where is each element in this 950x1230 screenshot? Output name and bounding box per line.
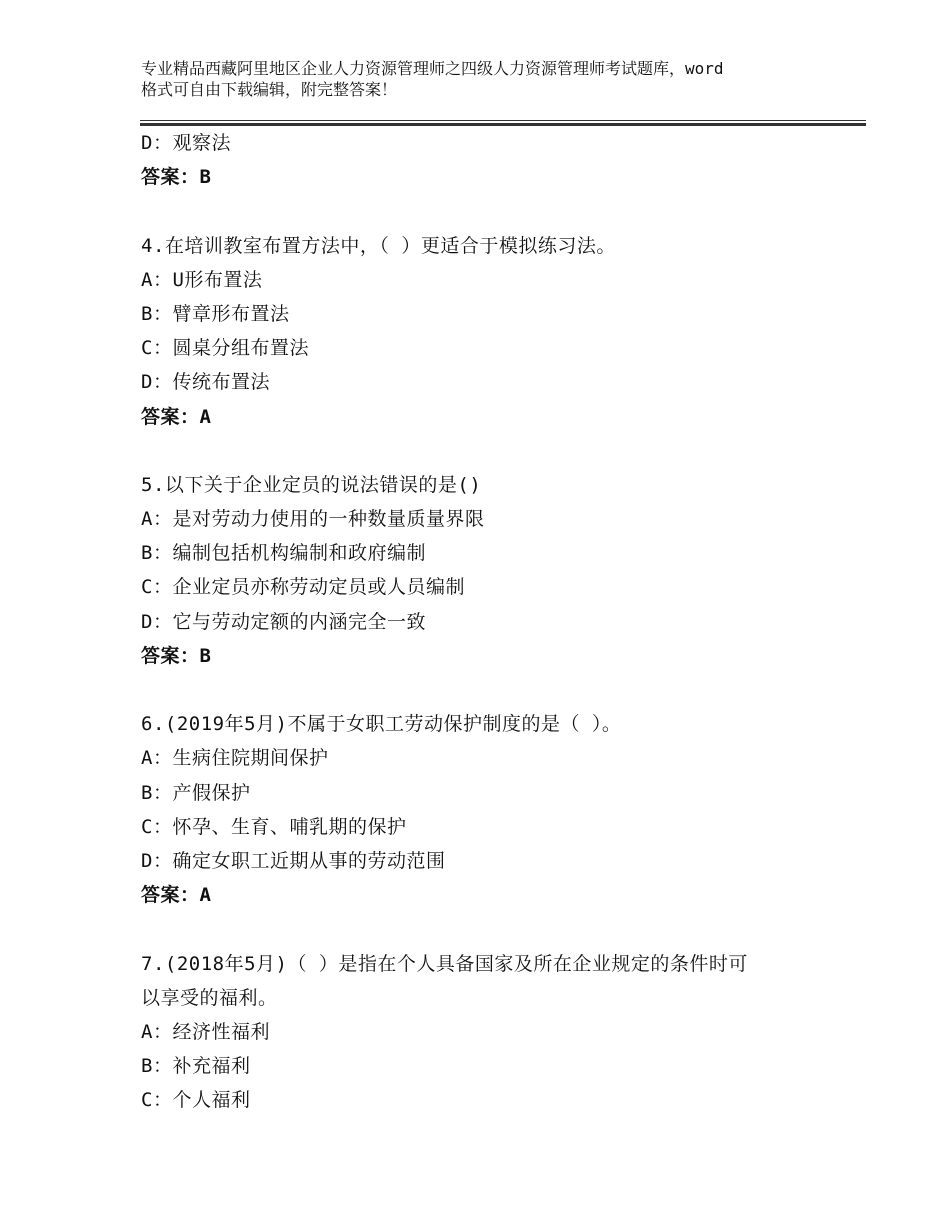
question-5-option-c: C：企业定员亦称劳动定员或人员编制	[141, 576, 465, 599]
question-7-text-line-2: 以享受的福利。	[141, 986, 278, 1009]
question-5-option-d: D：它与劳动定额的内涵完全一致	[141, 610, 426, 633]
question-5-option-b: B：编制包括机构编制和政府编制	[141, 542, 426, 565]
question-6-option-a: A：生病住院期间保护	[141, 747, 329, 770]
question-6-text: 6.(2019年5月)不属于女职工劳动保护制度的是（ ）。	[141, 713, 622, 736]
question-6-option-c: C：怀孕、生育、哺乳期的保护	[141, 815, 407, 838]
question-6-option-d: D：确定女职工近期从事的劳动范围	[141, 849, 446, 872]
question-7-option-b: B：补充福利	[141, 1055, 251, 1078]
spacer	[141, 434, 841, 468]
question-5-option-a: A：是对劳动力使用的一种数量质量界限	[141, 508, 485, 531]
header-title-line-1: 专业精品西藏阿里地区企业人力资源管理师之四级人力资源管理师考试题库，word	[141, 59, 724, 78]
option-d: D：观察法	[141, 132, 231, 154]
spacer	[141, 673, 841, 707]
question-6-answer: 答案：A	[141, 884, 212, 907]
question-6-option-b: B：产假保护	[141, 781, 251, 804]
question-4-option-b: B：臂章形布置法	[141, 302, 290, 325]
question-4-text: 4.在培训教室布置方法中，（ ）更适合于模拟练习法。	[141, 234, 616, 257]
question-4-option-c: C：圆桌分组布置法	[141, 337, 309, 360]
question-7-option-a: A：经济性福利	[141, 1020, 270, 1043]
question-4-option-d: D：传统布置法	[141, 371, 270, 394]
question-4-answer: 答案：A	[141, 405, 212, 428]
question-7-text-line-1: 7.(2018年5月)（ ）是指在个人具备国家及所在企业规定的条件时可	[141, 952, 748, 975]
header-title-line-2: 格式可自由下载编辑，附完整答案！	[141, 80, 398, 99]
header-divider	[140, 120, 866, 121]
question-5-answer: 答案：B	[141, 644, 212, 667]
document-header	[141, 58, 831, 100]
question-7-option-c: C：个人福利	[141, 1089, 251, 1112]
answer: 答案：B	[141, 166, 212, 189]
question-4-option-a: A：U形布置法	[141, 268, 263, 291]
spacer	[141, 194, 841, 228]
question-5-text: 5.以下关于企业定员的说法错误的是()	[141, 473, 482, 496]
spacer	[141, 912, 841, 946]
question-list	[141, 126, 841, 1117]
